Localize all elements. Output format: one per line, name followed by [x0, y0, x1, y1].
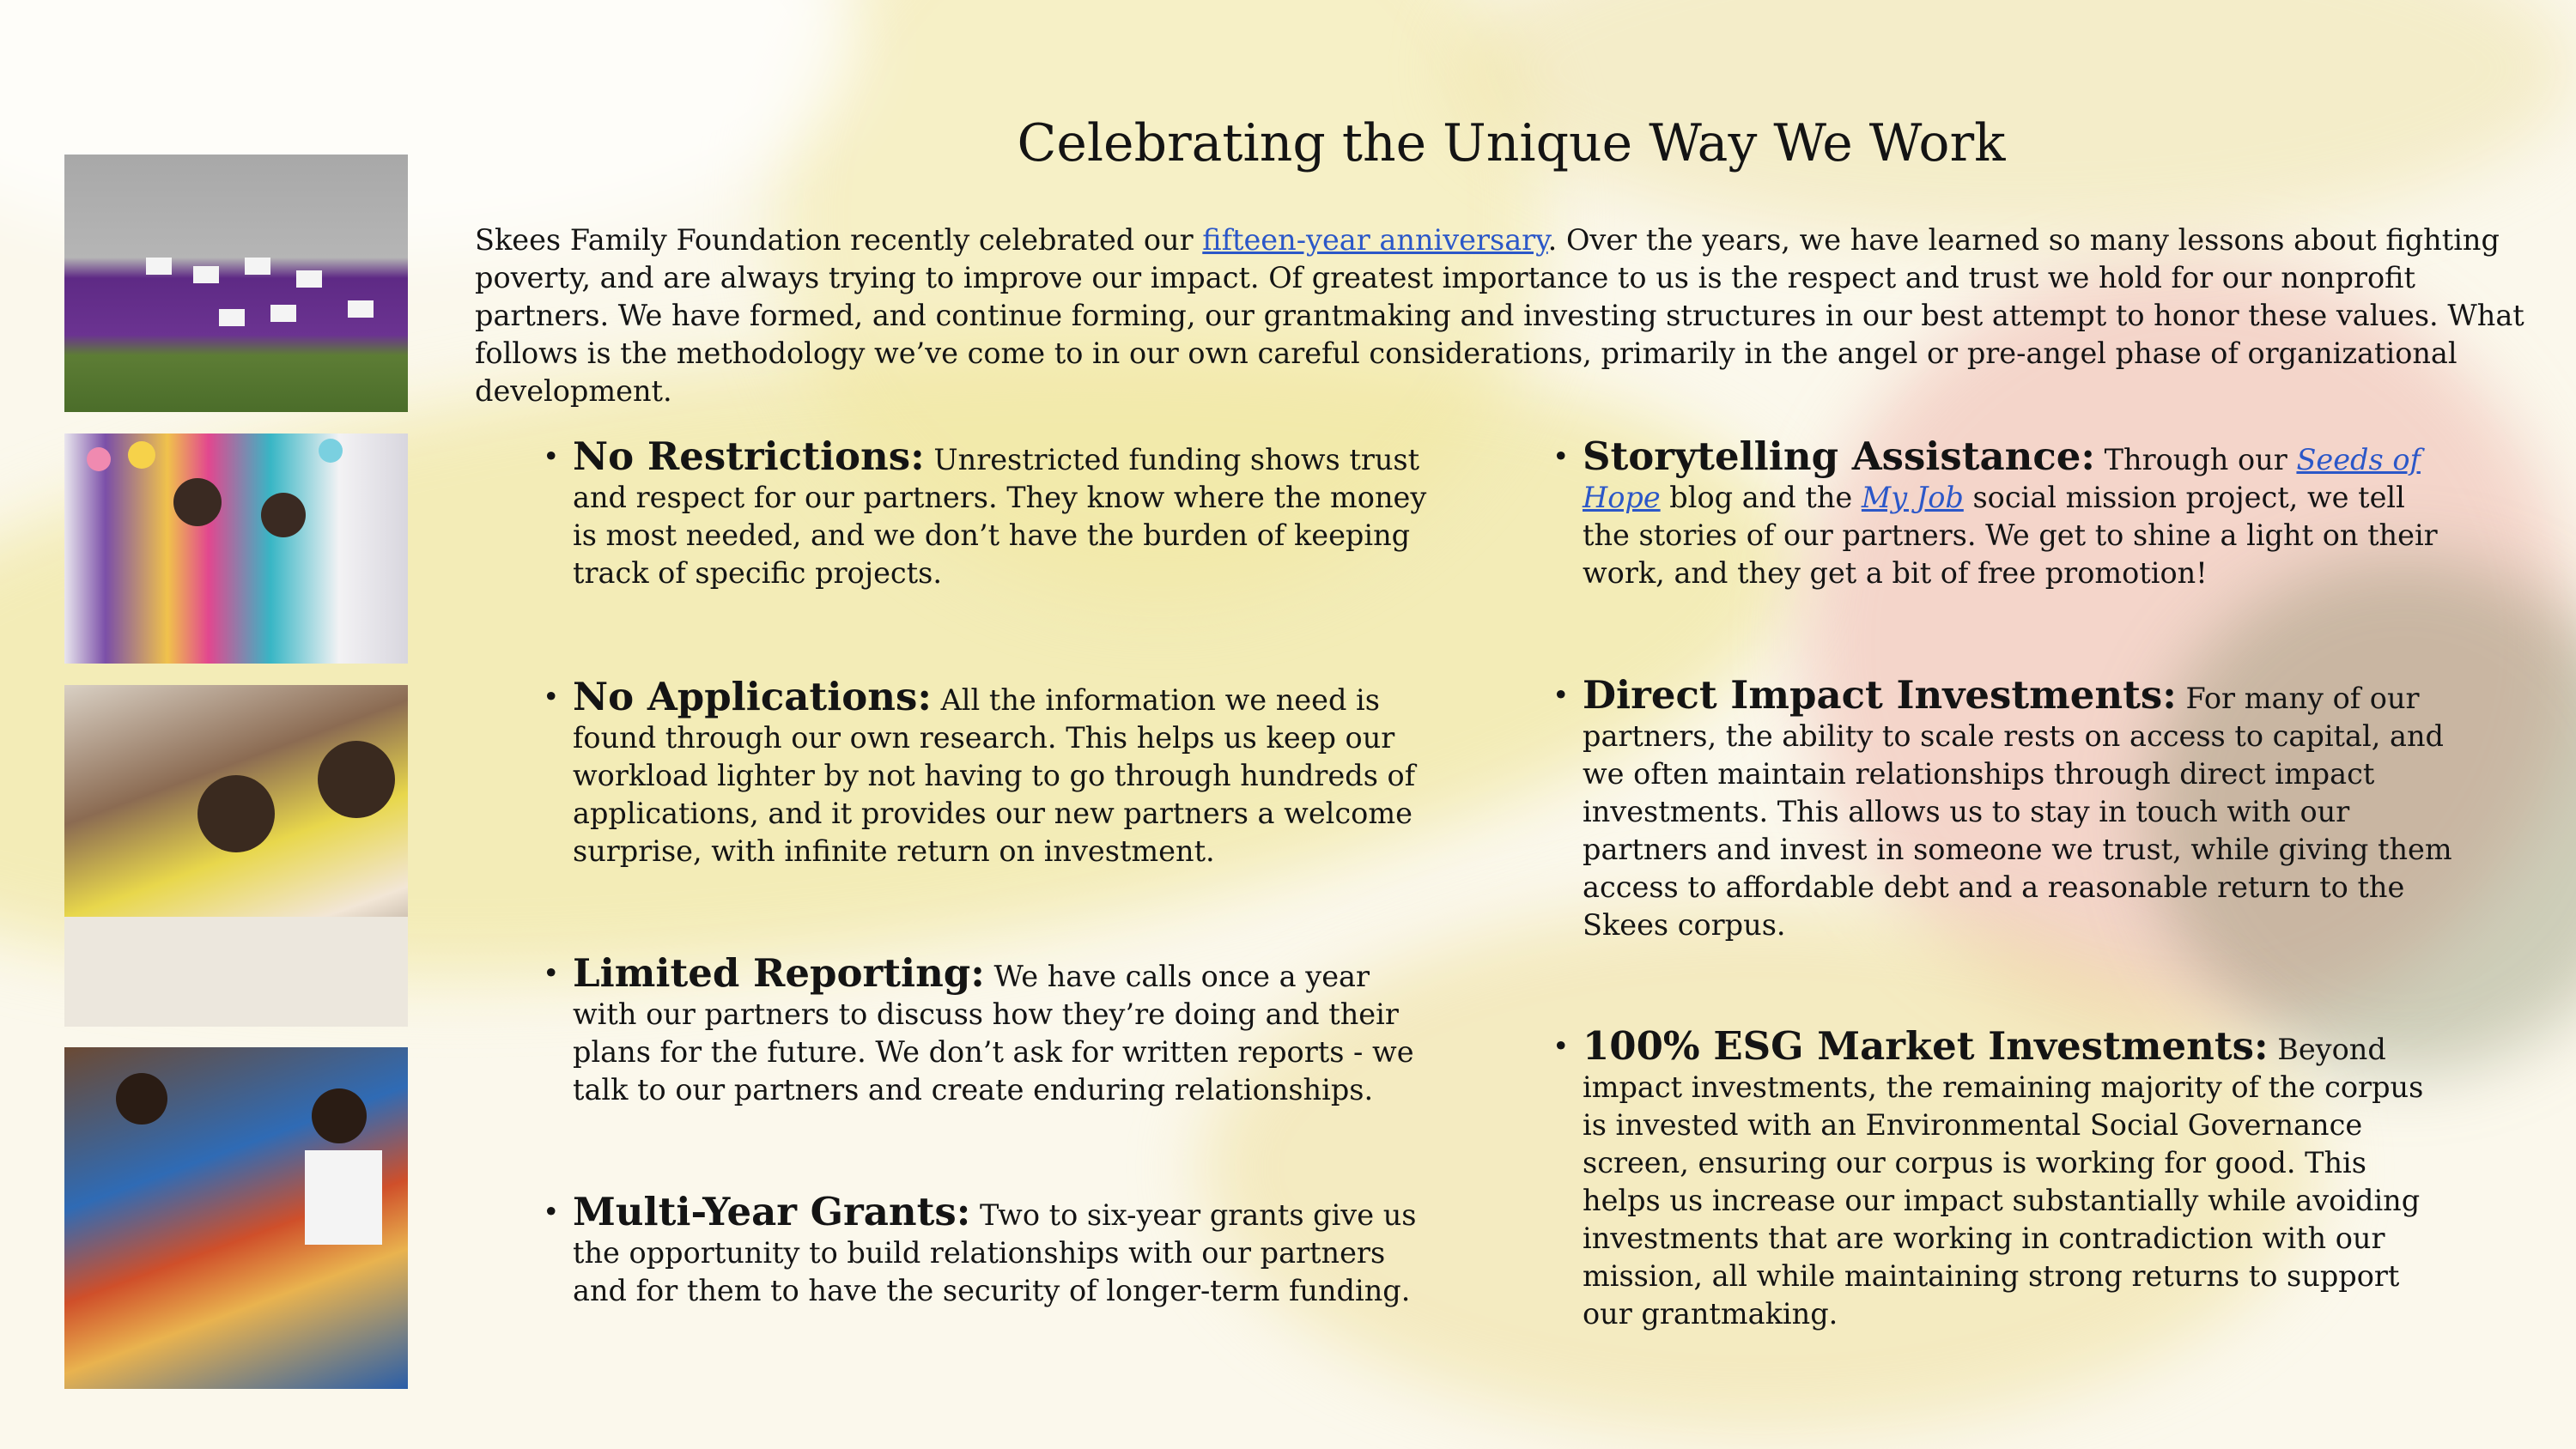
item-heading: Limited Reporting:: [573, 950, 985, 996]
bullet: •: [1552, 1029, 1570, 1063]
intro-paragraph: Skees Family Foundation recently celebrated our fifteen-year anniversary. Over the years, we have learned so many lessons about fighting poverty, and are always trying to improve our impact. Of greatest importance to us is the respect and trust we hold for our nonprofit partners. We have formed, and continue forming, our grantmaking and investing structures in our best attempt to honor these values. What follows is the methodology we’ve come to in our own careful considerations, primarily in the angel or pre-angel phase of organizational development.: [475, 223, 2524, 408]
my-job-link[interactable]: My Job: [1861, 481, 1964, 514]
item-heading: Multi-Year Grants:: [573, 1189, 971, 1234]
bullet: •: [543, 956, 560, 990]
bullet: •: [543, 1195, 560, 1228]
page-title: Celebrating the Unique Way We Work: [1017, 113, 2006, 173]
women-seated-photo: [64, 1047, 408, 1389]
anniversary-link[interactable]: fifteen-year anniversary: [1202, 223, 1548, 257]
list-item-direct-impact: • Direct Impact Investments: For many of our partners, the ability to scale rests on access to capital, and we often maintain relationships through direct impact investments. This allows us to stay in touch with our partners and invest in someone we trust, while giving them access to affordable debt and a reasonable return to the Skees corpus.: [1552, 672, 2452, 942]
list-item-multi-year-grants: • Multi-Year Grants: Two to six-year grants give us the opportunity to build relationships with our partners and for them to have the security of longer-term funding.: [543, 1189, 1417, 1307]
children-drawing-photo: [64, 685, 408, 1027]
item-heading: No Applications:: [573, 674, 932, 719]
bullet: •: [1552, 440, 1570, 473]
bullet: •: [543, 680, 560, 713]
two-women-photo: [64, 433, 408, 664]
item-heading: 100% ESG Market Investments:: [1583, 1023, 2269, 1069]
seeds-of-hope-link[interactable]: Seeds of Hope: [1583, 443, 2421, 514]
list-item-no-restrictions: • No Restrictions: Unrestricted funding shows trust and respect for our partners. They know where the money is most needed, and we don’t have the burden of keeping track of specific projects.: [543, 433, 1427, 590]
list-item-esg: • 100% ESG Market Investments: Beyond impact investments, the remaining majority of the corpus is invested with an Environmental Social Governance screen, ensuring our corpus is working for good. This helps us increase our impact substantially while avoiding investments that are working in contradiction with our mission, all while maintaining strong returns to support our grantmaking.: [1552, 1023, 2424, 1331]
item-heading: Storytelling Assistance:: [1583, 433, 2096, 479]
list-item-no-applications: • No Applications: All the information we need is found through our own research. This helps us keep our workload lighter by not having to go through hundreds of applications, and it provides our new partners a welcome surprise, with infinite return on investment.: [543, 674, 1416, 868]
bullet: •: [543, 440, 560, 473]
list-item-limited-reporting: • Limited Reporting: We have calls once a year with our partners to discuss how they’re doing and their plans for the future. We don’t ask for written reports - we talk to our partners and create enduring relationships.: [543, 950, 1414, 1106]
item-heading: No Restrictions:: [573, 433, 925, 479]
bullet: •: [1552, 678, 1570, 712]
list-item-storytelling: • Storytelling Assistance: Through our Seeds of Hope blog and the My Job social mission project, we tell the stories of our partners. We get to shine a light on their work, and they get a bit of free promotion!: [1552, 433, 2438, 590]
item-heading: Direct Impact Investments:: [1583, 672, 2177, 718]
group-photo: [64, 155, 408, 412]
